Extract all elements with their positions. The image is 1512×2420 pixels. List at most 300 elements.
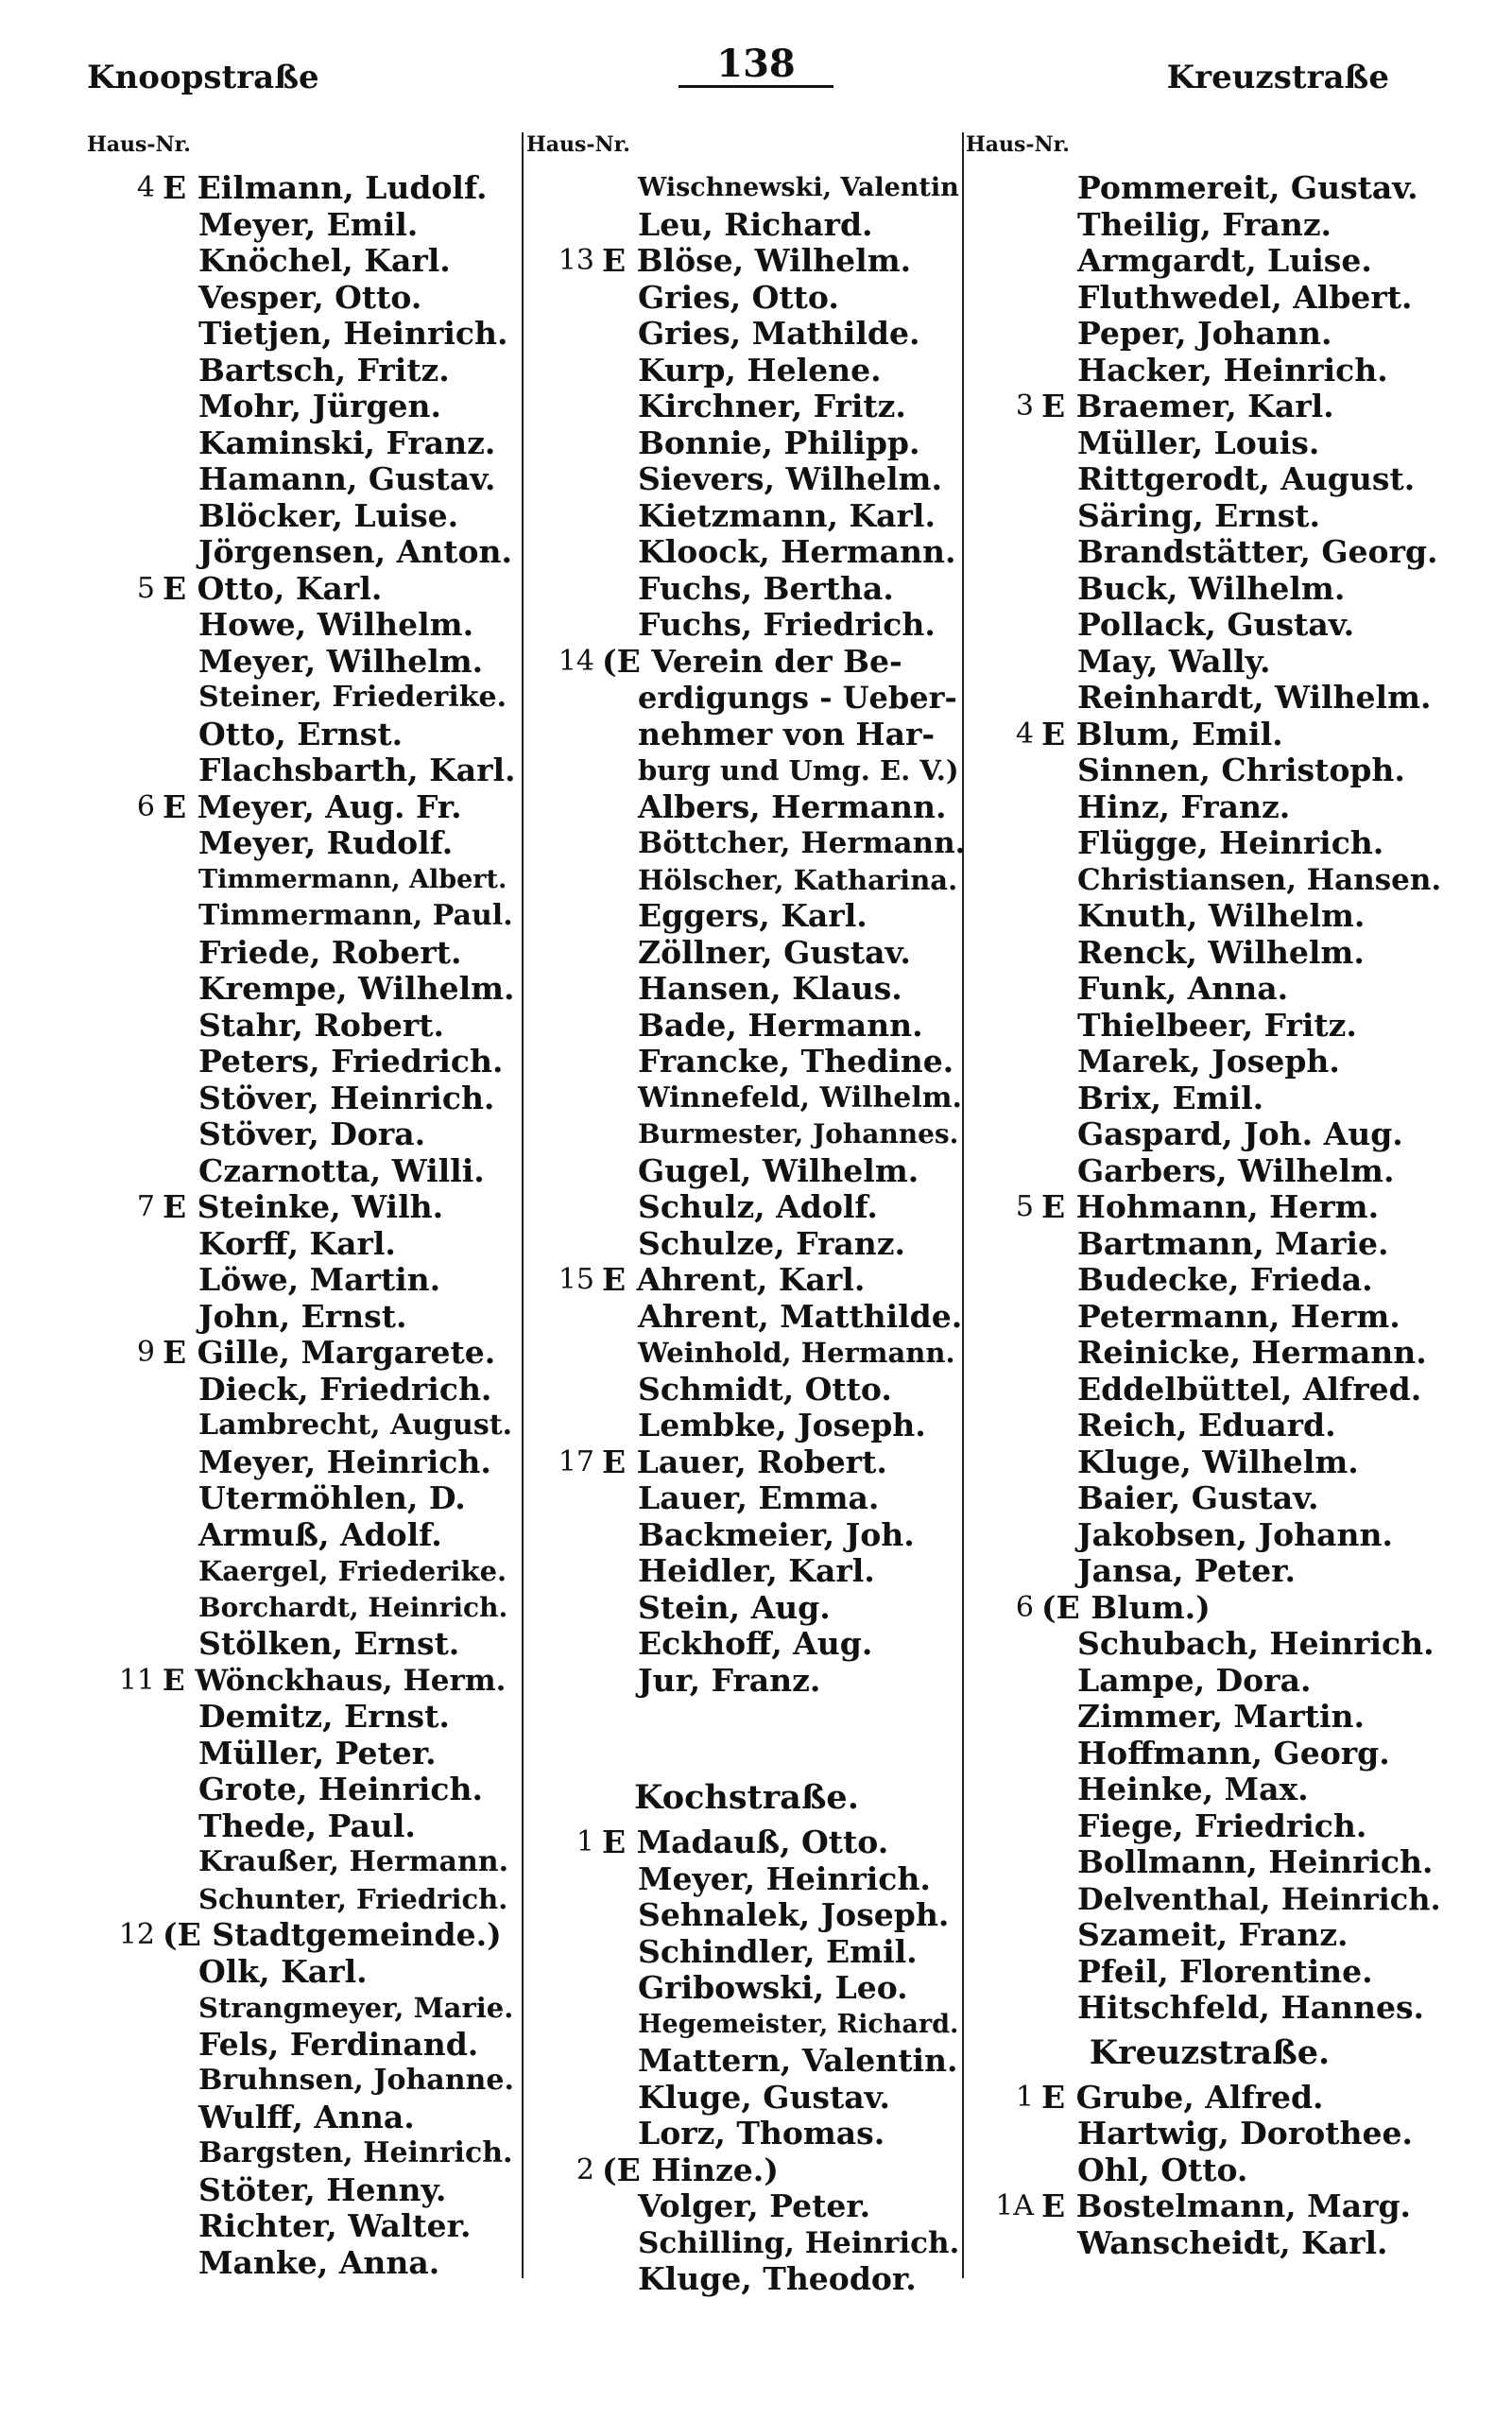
directory-entry bbox=[524, 389, 969, 425]
directory-entry bbox=[524, 789, 969, 826]
resident-name: Schmidt, Otto. bbox=[638, 1370, 892, 1408]
resident-name: Blöcker, Luise. bbox=[198, 496, 459, 534]
directory-entry bbox=[524, 1553, 969, 1590]
directory-entry bbox=[85, 389, 520, 425]
directory-entry bbox=[524, 425, 969, 462]
house-number: 14 bbox=[558, 644, 594, 678]
house-number: 1A bbox=[995, 2189, 1034, 2222]
resident-name: Schindler, Emil. bbox=[638, 1932, 918, 1970]
resident-name: (E Blum.) bbox=[1041, 1588, 1211, 1626]
directory-entry bbox=[964, 935, 1455, 972]
house-number: 1 bbox=[576, 1825, 594, 1858]
directory-entry bbox=[964, 1372, 1455, 1409]
resident-name: Petermann, Herm. bbox=[1077, 1297, 1400, 1335]
directory-entry bbox=[85, 1372, 520, 1409]
resident-name: Fluthwedel, Albert. bbox=[1077, 278, 1413, 316]
resident-name: Eddelbüttel, Alfred. bbox=[1077, 1370, 1422, 1408]
resident-name: Timmermann, Albert. bbox=[198, 864, 507, 894]
directory-entry bbox=[964, 1153, 1455, 1190]
directory-entry bbox=[85, 280, 520, 317]
directory-entry bbox=[85, 1299, 520, 1336]
resident-name: E Grube, Alfred. bbox=[1041, 2078, 1324, 2116]
directory-entry bbox=[524, 825, 969, 862]
directory-entry bbox=[524, 461, 969, 498]
blank-line bbox=[524, 1699, 969, 1736]
directory-column-2 bbox=[524, 132, 969, 2298]
resident-name: Czarnotta, Willi. bbox=[198, 1151, 485, 1189]
directory-entry bbox=[85, 1044, 520, 1080]
resident-name: E Blöse, Wilhelm. bbox=[602, 242, 912, 279]
directory-entry bbox=[85, 1189, 520, 1226]
resident-name: Flachsbarth, Karl. bbox=[198, 752, 516, 788]
directory-entry bbox=[964, 752, 1455, 789]
resident-name: Eckhoff, Aug. bbox=[638, 1625, 873, 1662]
directory-entry bbox=[85, 862, 520, 899]
directory-entry bbox=[964, 1990, 1455, 2027]
resident-name: Knöchel, Karl. bbox=[198, 242, 451, 279]
directory-entry bbox=[964, 2116, 1455, 2152]
resident-name: Ahrent, Matthilde. bbox=[638, 1297, 963, 1335]
directory-entry bbox=[524, 1970, 969, 2007]
resident-name: Lauer, Emma. bbox=[638, 1479, 880, 1516]
directory-entry bbox=[524, 1044, 969, 1080]
resident-name: Fuchs, Bertha. bbox=[638, 569, 894, 607]
resident-name: Renck, Wilhelm. bbox=[1077, 933, 1365, 971]
resident-name: Bade, Hermann. bbox=[638, 1006, 923, 1044]
entry-list bbox=[524, 170, 969, 2298]
directory-entry bbox=[524, 1335, 969, 1372]
resident-name: Mattern, Valentin. bbox=[638, 2042, 958, 2079]
directory-entry bbox=[85, 1808, 520, 1845]
directory-entry bbox=[85, 1153, 520, 1190]
directory-entry bbox=[964, 1736, 1455, 1772]
entry-list bbox=[85, 170, 520, 2281]
resident-name: Stöver, Dora. bbox=[198, 1115, 426, 1152]
resident-name: Hitschfeld, Hannes. bbox=[1077, 1989, 1425, 2026]
directory-entry bbox=[964, 353, 1455, 389]
resident-name: Meyer, Heinrich. bbox=[638, 1859, 931, 1897]
resident-name: John, Ernst. bbox=[198, 1297, 407, 1335]
resident-name: Gribowski, Leo. bbox=[638, 1969, 908, 2006]
resident-name: Schubach, Heinrich. bbox=[1077, 1625, 1435, 1662]
resident-name: E Ahrent, Karl. bbox=[602, 1261, 866, 1298]
resident-name: Schulz, Adolf. bbox=[638, 1188, 878, 1225]
resident-name: Sehnalek, Joseph. bbox=[638, 1896, 950, 1933]
resident-name: Pommereit, Gustav. bbox=[1077, 169, 1418, 206]
directory-entry bbox=[85, 1917, 520, 1954]
resident-name: Kluge, Theodor. bbox=[638, 2260, 917, 2297]
resident-name: Stölken, Ernst. bbox=[198, 1625, 460, 1662]
resident-name: Burmester, Johannes. bbox=[638, 1118, 959, 1150]
directory-entry bbox=[85, 1008, 520, 1045]
resident-name: Jörgensen, Anton. bbox=[198, 533, 512, 570]
resident-name: Volger, Peter. bbox=[638, 2187, 871, 2224]
directory-entry bbox=[964, 1663, 1455, 1700]
directory-entry bbox=[85, 243, 520, 280]
house-number: 9 bbox=[136, 1336, 155, 1369]
resident-name: Pfeil, Florentine. bbox=[1077, 1952, 1373, 1990]
directory-entry bbox=[85, 1408, 520, 1444]
resident-name: Böttcher, Hermann. bbox=[638, 826, 966, 860]
resident-name: Strangmeyer, Marie. bbox=[198, 1992, 514, 2024]
resident-name: Reinicke, Hermann. bbox=[1077, 1334, 1427, 1371]
directory-entry bbox=[524, 680, 969, 717]
resident-name: E Wönckhaus, Herm. bbox=[163, 1663, 507, 1698]
directory-entry bbox=[964, 389, 1455, 425]
resident-name: E Hohmann, Herm. bbox=[1041, 1188, 1380, 1225]
house-number: 6 bbox=[136, 789, 155, 823]
resident-name: Garbers, Wilhelm. bbox=[1077, 1151, 1395, 1189]
resident-name: Stöter, Henny. bbox=[198, 2170, 447, 2208]
directory-entry bbox=[85, 1444, 520, 1481]
resident-name: Schunter, Friedrich. bbox=[198, 1882, 508, 1915]
directory-entry bbox=[964, 1080, 1455, 1117]
resident-name: Hamann, Gustav. bbox=[198, 460, 496, 497]
resident-name: Pollack, Gustav. bbox=[1077, 606, 1355, 643]
house-number: 4 bbox=[136, 171, 155, 204]
resident-name: Utermöhlen, D. bbox=[198, 1479, 466, 1516]
resident-name: E Bostelmann, Marg. bbox=[1041, 2187, 1412, 2224]
resident-name: Bonnie, Philipp. bbox=[638, 424, 920, 461]
resident-name: Tietjen, Heinrich. bbox=[198, 315, 508, 352]
header-left-street: Knoopstraße bbox=[87, 59, 319, 96]
directory-entry bbox=[524, 898, 969, 935]
resident-name: Winnefeld, Wilhelm. bbox=[638, 1080, 962, 1115]
resident-name: Heinke, Max. bbox=[1077, 1771, 1309, 1807]
directory-entry bbox=[964, 170, 1455, 207]
resident-name: Bartmann, Marie. bbox=[1077, 1224, 1389, 1262]
resident-name: Säring, Ernst. bbox=[1077, 496, 1321, 534]
house-number: 12 bbox=[118, 1918, 155, 1951]
resident-name: Friede, Robert. bbox=[198, 933, 462, 971]
resident-name: E Lauer, Robert. bbox=[602, 1443, 887, 1480]
resident-name: Borchardt, Heinrich. bbox=[198, 1591, 508, 1623]
directory-entry bbox=[524, 2043, 969, 2080]
directory-entry bbox=[85, 1590, 520, 1627]
resident-name: Gaspard, Joh. Aug. bbox=[1077, 1115, 1403, 1152]
resident-name: Korff, Karl. bbox=[198, 1224, 396, 1262]
directory-entry bbox=[524, 2225, 969, 2262]
directory-entry bbox=[524, 1226, 969, 1263]
directory-entry bbox=[85, 353, 520, 389]
directory-entry bbox=[524, 498, 969, 535]
house-number: 17 bbox=[558, 1444, 594, 1478]
directory-entry bbox=[524, 571, 969, 608]
directory-entry bbox=[524, 1299, 969, 1336]
resident-name: Lembke, Joseph. bbox=[638, 1407, 926, 1443]
directory-entry bbox=[524, 935, 969, 972]
resident-name: Schulze, Franz. bbox=[638, 1224, 905, 1262]
directory-entry bbox=[524, 644, 969, 681]
resident-name: Lampe, Dora. bbox=[1077, 1661, 1312, 1699]
resident-name: burg und Umg. E. V.) bbox=[638, 754, 959, 786]
resident-name: Eggers, Karl. bbox=[638, 897, 868, 934]
directory-entry bbox=[85, 1881, 520, 1918]
directory-entry bbox=[85, 825, 520, 862]
house-number: 7 bbox=[136, 1190, 155, 1223]
directory-entry bbox=[964, 1444, 1455, 1481]
house-number: 5 bbox=[136, 571, 155, 605]
resident-name: Dieck, Friedrich. bbox=[198, 1370, 492, 1408]
resident-name: Hoffmann, Georg. bbox=[1077, 1734, 1390, 1772]
directory-entry bbox=[964, 1626, 1455, 1663]
directory-entry bbox=[85, 2100, 520, 2136]
directory-entry bbox=[85, 2245, 520, 2282]
directory-entry bbox=[85, 789, 520, 826]
resident-name: Bargsten, Heinrich. bbox=[198, 2136, 513, 2169]
directory-entry bbox=[85, 2208, 520, 2245]
resident-name: Brandstätter, Georg. bbox=[1077, 533, 1438, 570]
resident-name: Demitz, Ernst. bbox=[198, 1698, 450, 1735]
resident-name: Müller, Peter. bbox=[198, 1734, 437, 1772]
directory-entry bbox=[964, 607, 1455, 644]
resident-name: Otto, Ernst. bbox=[198, 715, 404, 752]
directory-entry bbox=[85, 534, 520, 571]
house-number: 15 bbox=[558, 1263, 594, 1296]
resident-name: Steiner, Friederike. bbox=[198, 681, 507, 714]
resident-name: Stein, Aug. bbox=[638, 1588, 831, 1626]
resident-name: Funk, Anna. bbox=[1077, 970, 1289, 1007]
directory-entry bbox=[524, 1934, 969, 1971]
resident-name: Peper, Johann. bbox=[1077, 315, 1332, 352]
directory-entry bbox=[85, 1335, 520, 1372]
directory-entry bbox=[524, 280, 969, 317]
directory-entry bbox=[964, 498, 1455, 535]
resident-name: Hölscher, Katharina. bbox=[638, 863, 958, 896]
directory-entry bbox=[964, 1699, 1455, 1736]
street-heading: Kreuzstraße. bbox=[1089, 2032, 1331, 2072]
resident-name: Albers, Hermann. bbox=[638, 787, 947, 825]
resident-name: Gries, Mathilde. bbox=[638, 315, 920, 352]
resident-name: Hartwig, Dorothee. bbox=[1077, 2115, 1413, 2152]
resident-name: Olk, Karl. bbox=[198, 1952, 368, 1990]
resident-name: Peters, Friedrich. bbox=[198, 1043, 504, 1080]
directory-entry bbox=[85, 1772, 520, 1808]
resident-name: Hinz, Franz. bbox=[1077, 787, 1291, 825]
resident-name: E Blum, Emil. bbox=[1041, 715, 1283, 752]
resident-name: Marek, Joseph. bbox=[1077, 1043, 1340, 1080]
directory-entry bbox=[85, 170, 520, 207]
resident-name: Francke, Thedine. bbox=[638, 1043, 954, 1080]
resident-name: E Steinke, Wilh. bbox=[163, 1188, 444, 1225]
resident-name: Howe, Wilhelm. bbox=[198, 606, 474, 643]
house-number: 6 bbox=[1015, 1590, 1034, 1624]
directory-entry bbox=[524, 1590, 969, 1627]
directory-entry bbox=[964, 1116, 1455, 1153]
directory-entry bbox=[524, 1897, 969, 1934]
directory-entry bbox=[524, 1861, 969, 1898]
directory-entry bbox=[85, 2027, 520, 2064]
directory-entry bbox=[85, 2063, 520, 2100]
directory-entry bbox=[524, 2080, 969, 2117]
resident-name: Zimmer, Martin. bbox=[1077, 1698, 1365, 1735]
entry-list bbox=[964, 170, 1455, 2261]
directory-entry bbox=[85, 207, 520, 244]
directory-entry bbox=[85, 316, 520, 353]
directory-entry bbox=[964, 1262, 1455, 1299]
resident-name: Brix, Emil. bbox=[1077, 1079, 1264, 1116]
directory-entry bbox=[964, 680, 1455, 717]
header-right-street: Kreuzstraße bbox=[1166, 59, 1389, 96]
haus-nr-label: Haus-Nr. bbox=[526, 132, 630, 157]
street-heading: Kochstraße. bbox=[634, 1778, 859, 1817]
resident-name: Krempe, Wilhelm. bbox=[198, 970, 515, 1007]
directory-entry bbox=[964, 571, 1455, 608]
directory-entry bbox=[964, 1881, 1455, 1918]
directory-entry bbox=[524, 1008, 969, 1045]
directory-entry bbox=[524, 752, 969, 789]
directory-entry bbox=[524, 1663, 969, 1700]
resident-name: Kaergel, Friederike. bbox=[198, 1555, 507, 1587]
blank-line bbox=[524, 1736, 969, 1772]
directory-entry bbox=[524, 1372, 969, 1409]
directory-entry bbox=[964, 1480, 1455, 1517]
directory-entry bbox=[964, 862, 1455, 899]
directory-entry bbox=[964, 971, 1455, 1008]
directory-entry bbox=[524, 207, 969, 244]
resident-name: E Eilmann, Ludolf. bbox=[163, 169, 488, 206]
resident-name: Bruhnsen, Johanne. bbox=[198, 2064, 514, 2097]
directory-entry bbox=[85, 1844, 520, 1881]
resident-name: Sinnen, Christoph. bbox=[1077, 752, 1405, 788]
directory-entry bbox=[964, 1226, 1455, 1263]
resident-name: Thielbeer, Fritz. bbox=[1077, 1006, 1357, 1044]
directory-entry bbox=[524, 1444, 969, 1481]
directory-entry bbox=[964, 1553, 1455, 1590]
resident-name: Müller, Louis. bbox=[1077, 424, 1320, 461]
resident-name: Thede, Paul. bbox=[198, 1806, 416, 1844]
directory-entry bbox=[524, 2152, 969, 2189]
directory-entry bbox=[524, 1480, 969, 1517]
resident-name: Fiege, Friedrich. bbox=[1077, 1806, 1367, 1844]
directory-entry bbox=[85, 1553, 520, 1590]
directory-entry bbox=[85, 680, 520, 717]
directory-entry bbox=[85, 2135, 520, 2172]
directory-entry bbox=[964, 1808, 1455, 1845]
directory-entry bbox=[85, 1226, 520, 1263]
directory-entry bbox=[964, 2080, 1455, 2117]
directory-entry bbox=[964, 1917, 1455, 1954]
resident-name: Bollmann, Heinrich. bbox=[1077, 1843, 1434, 1880]
directory-entry bbox=[964, 825, 1455, 862]
directory-entry bbox=[524, 862, 969, 899]
resident-name: Jur, Franz. bbox=[638, 1661, 821, 1699]
resident-name: Delventhal, Heinrich. bbox=[1077, 1880, 1441, 1917]
resident-name: Flügge, Heinrich. bbox=[1077, 824, 1384, 861]
resident-name: Grote, Heinrich. bbox=[198, 1771, 483, 1807]
house-number: 4 bbox=[1015, 717, 1034, 751]
resident-name: Reich, Eduard. bbox=[1077, 1407, 1336, 1443]
resident-name: Christiansen, Hansen. bbox=[1077, 862, 1442, 897]
resident-name: Ohl, Otto. bbox=[1077, 2151, 1248, 2188]
directory-entry bbox=[524, 170, 969, 207]
resident-name: Jansa, Peter. bbox=[1077, 1552, 1296, 1589]
directory-entry bbox=[85, 1116, 520, 1153]
resident-name: Löwe, Martin. bbox=[198, 1261, 441, 1298]
directory-entry bbox=[85, 571, 520, 608]
directory-entry bbox=[85, 498, 520, 535]
directory-entry bbox=[964, 644, 1455, 681]
directory-entry bbox=[964, 789, 1455, 826]
directory-entry bbox=[85, 1736, 520, 1772]
directory-entry bbox=[524, 243, 969, 280]
directory-entry bbox=[964, 1590, 1455, 1627]
directory-entry bbox=[964, 1299, 1455, 1336]
directory-entry bbox=[524, 2188, 969, 2225]
house-number: 11 bbox=[118, 1663, 155, 1697]
page-number: 138 bbox=[679, 43, 833, 88]
resident-name: Meyer, Heinrich. bbox=[198, 1443, 491, 1480]
directory-entry bbox=[85, 2172, 520, 2209]
resident-name: erdigungs - Ueber- bbox=[638, 680, 957, 716]
resident-name: Vesper, Otto. bbox=[198, 278, 422, 316]
directory-entry bbox=[85, 644, 520, 681]
directory-entry bbox=[964, 898, 1455, 935]
resident-name: Baier, Gustav. bbox=[1077, 1479, 1319, 1516]
directory-entry bbox=[524, 1626, 969, 1663]
resident-name: E Meyer, Aug. Fr. bbox=[163, 787, 462, 825]
directory-entry bbox=[524, 1189, 969, 1226]
directory-entry bbox=[964, 2188, 1455, 2225]
directory-entry bbox=[85, 898, 520, 935]
resident-name: E Otto, Karl. bbox=[163, 569, 383, 607]
directory-column-1 bbox=[85, 132, 520, 2281]
resident-name: Weinhold, Hermann. bbox=[638, 1337, 955, 1369]
directory-entry bbox=[85, 1699, 520, 1736]
resident-name: Leu, Richard. bbox=[638, 205, 873, 243]
resident-name: Wischnewski, Valentin bbox=[638, 173, 959, 202]
resident-name: Kaminski, Franz. bbox=[198, 424, 496, 461]
directory-entry bbox=[524, 1824, 969, 1861]
resident-name: Hegemeister, Richard. bbox=[638, 2009, 959, 2039]
directory-entry bbox=[964, 1844, 1455, 1881]
resident-name: Armgardt, Luise. bbox=[1077, 242, 1372, 279]
directory-entry bbox=[964, 425, 1455, 462]
haus-nr-label: Haus-Nr. bbox=[966, 132, 1070, 157]
resident-name: Meyer, Wilhelm. bbox=[198, 642, 484, 680]
directory-entry bbox=[85, 607, 520, 644]
resident-name: Jakobsen, Johann. bbox=[1077, 1515, 1393, 1553]
resident-name: Reinhardt, Wilhelm. bbox=[1077, 679, 1432, 716]
resident-name: Hacker, Heinrich. bbox=[1077, 351, 1388, 389]
resident-name: Lambrecht, August. bbox=[198, 1409, 513, 1442]
resident-name: Backmeier, Joh. bbox=[638, 1515, 915, 1553]
resident-name: Richter, Walter. bbox=[198, 2207, 472, 2244]
house-number: 5 bbox=[1015, 1190, 1034, 1223]
resident-name: E Braemer, Karl. bbox=[1041, 388, 1334, 424]
directory-entry bbox=[964, 2225, 1455, 2262]
resident-name: Szameit, Franz. bbox=[1077, 1916, 1349, 1953]
directory-entry bbox=[524, 534, 969, 571]
directory-entry bbox=[85, 1480, 520, 1517]
directory-entry bbox=[964, 1408, 1455, 1444]
resident-name: E Madauß, Otto. bbox=[602, 1824, 889, 1860]
resident-name: Armuß, Adolf. bbox=[198, 1515, 442, 1553]
resident-name: Stöver, Heinrich. bbox=[198, 1079, 495, 1116]
resident-name: Wanscheidt, Karl. bbox=[1077, 2223, 1388, 2261]
resident-name: Bartsch, Fritz. bbox=[198, 351, 450, 389]
directory-entry bbox=[85, 1262, 520, 1299]
directory-entry bbox=[964, 280, 1455, 317]
directory-entry bbox=[524, 971, 969, 1008]
directory-entry bbox=[524, 316, 969, 353]
resident-name: Theilig, Franz. bbox=[1077, 205, 1332, 243]
directory-entry bbox=[524, 2007, 969, 2044]
directory-entry bbox=[964, 2152, 1455, 2189]
directory-entry bbox=[85, 1626, 520, 1663]
resident-name: Kietzmann, Karl. bbox=[638, 496, 936, 534]
directory-entry bbox=[524, 353, 969, 389]
